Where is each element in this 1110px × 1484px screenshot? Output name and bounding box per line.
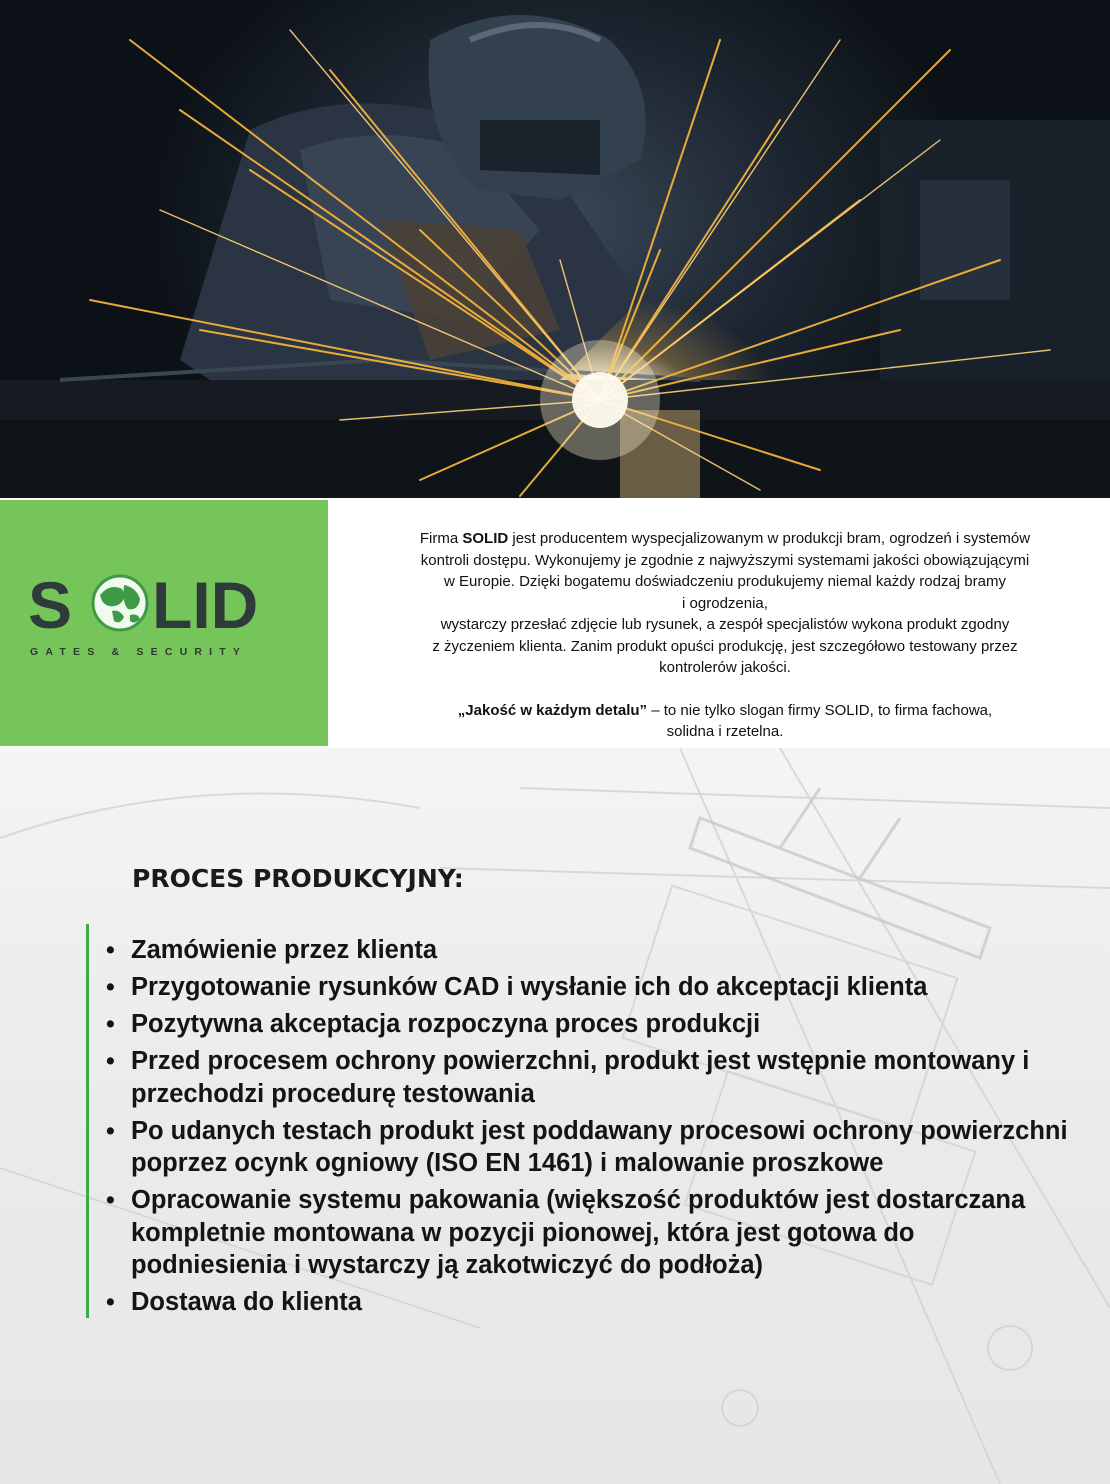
intro-line-1: Firma SOLID jest producentem wyspecjalizowanym w produkcji bram, ogrodzeń i systemów <box>419 530 1031 547</box>
process-step: • Dostawa do klienta <box>108 1286 1068 1319</box>
logo-letter-s: S <box>28 570 73 640</box>
logo-tagline: GATES & SECURITY <box>30 646 248 658</box>
slogan: „Jakość w każdym detalu” <box>457 701 648 719</box>
process-step: • Zamówienie przez klienta <box>108 934 1068 967</box>
hero-welding-image <box>0 0 1110 498</box>
intro-line-4: i ogrodzenia, <box>682 594 768 612</box>
solid-logo <box>28 570 318 640</box>
intro-line-5: wystarczy przesłać zdjęcie lub rysunek, a zespół specjalistów wykona produkt zgodny <box>440 616 1010 633</box>
welder-sparks-image <box>0 0 1110 498</box>
intro-text <box>360 528 1090 743</box>
process-title: PROCES PRODUKCYJNY: <box>132 864 464 893</box>
process-step: • Po udanych testach produkt jest poddawany procesowi ochrony powierzchni poprzez ocynk ogniowy (ISO EN 1461) i malowanie proszkowe <box>108 1115 1068 1180</box>
process-step: • Przed procesem ochrony powierzchni, produkt jest wstępnie montowany i przechodzi procedurę testowania <box>108 1045 1068 1110</box>
accent-rule <box>86 924 89 1318</box>
intro-line-2: kontroli dostępu. Wykonujemy je zgodnie z najwyższymi systemami jakości obowiązującymi <box>420 551 1030 569</box>
process-steps-list <box>108 934 1068 1323</box>
process-step: • Przygotowanie rysunków CAD i wysłanie ich do akceptacji klienta <box>108 971 1068 1004</box>
brand-name: SOLID <box>462 530 509 547</box>
intro-line-6: z życzeniem klienta. Zanim produkt opuści produkcję, jest szczegółowo testowany przez <box>432 637 1018 655</box>
slogan-line-2: solidna i rzetelna. <box>666 723 784 740</box>
process-step: • Opracowanie systemu pakowania (większość produktów jest dostarczana kompletnie montowana w pozycji pionowej, która jest gotowa do podniesienia i wystarczy ją zakotwiczyć do podłoża) <box>108 1184 1068 1282</box>
intro-line-7: kontrolerów jakości. <box>659 659 791 676</box>
globe-icon <box>93 576 147 630</box>
logo-letters-lid: LID <box>152 570 259 640</box>
process-step: • Pozytywna akceptacja rozpoczyna proces produkcji <box>108 1008 1068 1041</box>
intro-line-3: w Europie. Dzięki bogatemu doświadczeniu produkujemy niemal każdy rodzaj bramy <box>444 573 1006 590</box>
slogan-line: „Jakość w każdym detalu” – to nie tylko slogan firmy SOLID, to firma fachowa, <box>457 701 993 719</box>
